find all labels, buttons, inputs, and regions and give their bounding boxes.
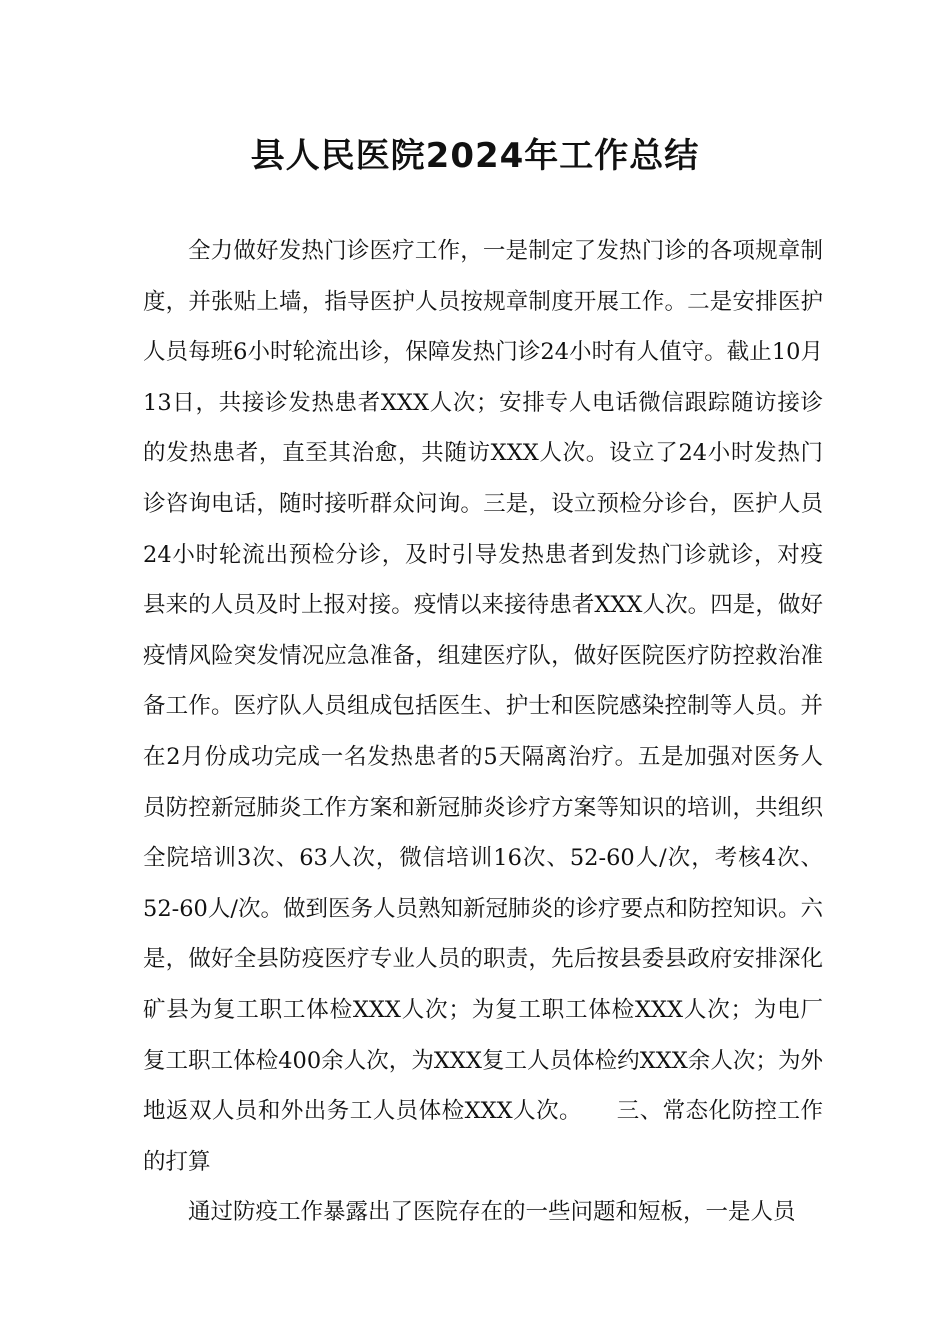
body-paragraph: 全力做好发热门诊医疗工作，一是制定了发热门诊的各项规章制度，并张贴上墙，指导医护人员按规章制度开展工作。二是安排医护人员每班6小时轮流出诊，保障发热门诊24小时有人值守。截止10月13日，共接诊发热患者XXX人次；安排专人电话微信跟踪随访接诊的发热患者，直至其治愈，共随访XXX人次。设立了24小时发热门诊咨询电话，随时接听群众问询。三是，设立预检分诊台，医护人员24小时轮流出预检分诊，及时引导发热患者到发热门诊就诊，对疫县来的人员及时上报对接。疫情以来接待患者XXX人次。四是，做好疫情风险突发情况应急准备，组建医疗队，做好医院医疗防控救治准备工作。医疗队人员组成包括医生、护士和医院感染控制等人员。并在2月份成功完成一名发热患者的5天隔离治疗。五是加强对医务人员防控新冠肺炎工作方案和新冠肺炎诊疗方案等知识的培训，共组织全院培训3次、63人次，微信培训16次、52-60人/次，考核4次、52-60人/次。做到医务人员熟知新冠肺炎的诊疗要点和防控知识。六是，做好全县防疫医疗专业人员的职责，先后按县委县政府安排深化矿县为复工职工体检XXX人次；为复工职工体检XXX人次；为电厂复工职工体检400余人次，为XXX复工人员体检约XXX余人次；为外地返双人员和外出务工人员体检XXX人次。 三、常态化防控工作的打算 xyxy=(143,238,823,1175)
document-title: 县人民医院2024年工作总结 xyxy=(250,136,700,176)
document-body xyxy=(143,226,823,1238)
body-paragraph: 通过防疫工作暴露出了医院存在的一些问题和短板，一是人员 xyxy=(188,1199,796,1226)
